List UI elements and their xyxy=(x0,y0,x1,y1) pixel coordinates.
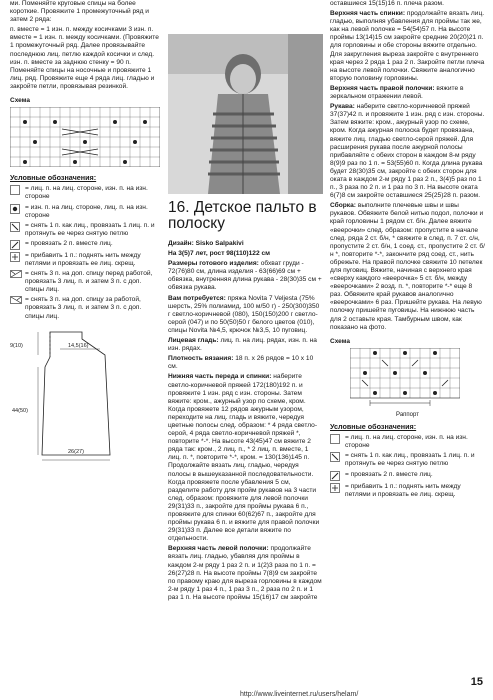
legend-item: = лиц. п. на лиц. стороне, изн. п. на изн. стороне xyxy=(330,434,485,450)
sleeve-instructions: наберите светло-коричневой пряжей 37(37)42 п. и провяжите 1 изн. ряд с изн. стороны. Затем вяжите: кром., ажурный узор по схеме, кром. Когда ажурная полоска будет провязана, вяжите лиц. гладью светло-серой пряжей. Для расширения рукава после ажурной полосы прибавляйте с обеих сторон в каждом 8-м ряду 8(9)9 раз по 1 п. = 53(55)60 п. Когда длина рукава будет 28(30)35 см, закройте с обеих сторон для оката в каждом 2-м ряду 1 раз 2 п., 3(4)5 раз по 1 п., 3 раза по 2 п. и 1 раз по 3 п. На высоте оката 6(7)8 см закройте оставшиеся 25(25)28 п. разом. xyxy=(330,103,485,200)
designer: Дизайн: Sisko Salpakivi xyxy=(168,240,244,247)
gauge: лиц. п. на лиц. рядах, изн. п. на изн. рядах. xyxy=(168,337,317,353)
cable-chart xyxy=(10,107,160,167)
size: На 3(5)7 лет, рост 98(110)122 см xyxy=(168,250,271,258)
density: 18 п. х 26 рядов = 10 х 10 см. xyxy=(168,355,314,371)
legend-item: = снять 1 п. как лиц., провязать 1 лиц. п. и протянуть ее через снятую петлю xyxy=(10,222,160,238)
back-label: Верхняя часть спинки: xyxy=(330,10,406,18)
legend-item: = снять 1 п. как лиц., провязать 1 лиц. п. и протянуть ее через снятую петлю xyxy=(330,452,485,468)
assembly-label: Сборка: xyxy=(330,202,356,210)
left-column xyxy=(10,0,160,465)
measures-label: Размеры готового изделия: xyxy=(168,260,259,268)
lace-chart xyxy=(350,348,460,408)
left-rows: п. вместе = 1 изн. п. между косичками 3 изн. п. вместе = 1 изн. п. между косичками. (Провяжите 1 промежуточный ряд. Далее провязывайте последнюю лиц. петлю каждой косички и след. изн. п. вместе за заднюю стенку = 90 п. Поменяйте спицы на носочные и провяжите 1 лиц. ряд. Провяжите еще 4 ряда лиц. гладью и закройте петли, провязывая резинкой. xyxy=(10,26,159,90)
right-front-label: Верхняя часть правой полочки: xyxy=(330,84,435,92)
right-front-instructions: вяжите в зеркальном отражении левой. xyxy=(330,84,464,101)
repeat-label: Раппорт xyxy=(396,411,419,418)
legend-item: = снять 3 п. на доп. спицу за работой, провязать 3 лиц. п. и затем 3 п. с доп. спицы лиц. xyxy=(10,296,160,320)
body-label: Нижняя часть переда и спинки: xyxy=(168,373,272,381)
body-instructions: наберите светло-коричневой пряжей 172(180)192 п. и провяжите 1 изн. ряд с изн. стороны. Затем вяжите: кром., ажурный узор по схеме, кром. Когда провяжете 12 рядов ажурным узором, переходите на лиц. гладь и вяжите, чередуя цветные полосы след. образом: * 4 ряда светло-серой, 4 ряда светло-коричневой пряжей *, повторите *-*. На высоте 43(45)47 см вяжите 2 ряда так: кром., 2 лиц. п., * 2 лиц. п. вместе, 1 лиц. п. *, повторите *-*, кром. = 130(136)145 п. Продолжайте вязать лиц. гладью, чередуя полосы в вышеуказанной последовательности. Когда провяжете после убавления 5 см, разделите работу для пройм рукавов на 3 части след. образом: провяжите для левой полочки 29(31)33 п., закройте для проймы рукава 6 п., провяжите для спинки 60(62)67 п., закройте для проймы рукава 6 п. и вяжите для правой полочки 29(31)33 п. Далее все детали вяжите по отдельности. xyxy=(168,373,320,543)
legend-item: = прибавить 1 п.: поднять нить между петлями и провязать ее лиц. скрещ. xyxy=(330,483,485,499)
pattern-bottom-label: 26(27) xyxy=(68,448,84,455)
legend-title-right: Условные обозначения: xyxy=(330,422,417,432)
legend-item: = лиц. п. на лиц. стороне, изн. п. на изн. стороне xyxy=(10,185,160,201)
child-coat-photo xyxy=(168,34,323,194)
sleeve-label: Рукава: xyxy=(330,103,355,111)
continuation: оставшиеся 15(15)16 п. плеча разом. xyxy=(330,0,444,7)
title-block xyxy=(168,200,323,232)
legend-item: = прибавить 1 п.: поднять нить между петлями и провязать ее лиц. скрещ. xyxy=(10,252,160,268)
right-column xyxy=(330,0,485,501)
pattern-length-label: 44(50) xyxy=(12,407,28,414)
left-intro: ми. Поменяйте круговые спицы на более короткие. Провяжите 1 промежуточный ряд и затем 2 ряда: xyxy=(10,0,149,24)
pattern-top-label: 9(10) xyxy=(10,342,23,349)
chart-label-left: Схема xyxy=(10,97,31,105)
legend-item: = изн. п. на лиц. стороне, лиц. п. на изн. стороне xyxy=(10,204,160,220)
page-title: 16. Детское пальто в полоску xyxy=(168,199,317,232)
density-label: Плотность вязания: xyxy=(168,355,234,363)
footer-url[interactable]: http://www.liveinternet.ru/users/helam/ xyxy=(240,691,359,698)
legend-item: = провязать 2 п. вместе лиц. xyxy=(330,471,485,481)
gauge-label: Лицевая гладь: xyxy=(168,337,219,345)
upper-left-label: Верхняя часть левой полочки: xyxy=(168,545,269,553)
materials: пряжа Novita 7 Veljesta (75% шерсть, 25% полиамид, 100 м/50 г) - 250(300)350 г светло-коричневой (080), 150(150)200 г светло-серой (047) и по 50(50)50 г белого цветов (010), спицы Novita №4,5, крючок №3,5, 10 пуговиц. xyxy=(168,294,320,334)
legend-item: = провязать 2 п. вместе лиц. xyxy=(10,240,160,250)
assembly-instructions: выполните плечевые швы и швы рукавов. Обвяжите белой нитью подол, полочки и край горловины 1 рядом ст. б/н. Далее вяжите «веерочки» след. образом: пропустите в начале след. ряда 2 ст. б/н, * свяжите в след. п. 7 ст. с/н, пропустите 2 ст. б/н, 1 соед. ст., пропустите 2 ст. б/н *, повторите *-*, закончите ряд соед. ст., нить обрежьте. На правой полочке свяжите 10 петелек для пуговиц. Вяжите, начиная с верхнего края «сверху каждого «веерочка» 5 ст. б/н, между «веерочками» 2 возд. п. *, повторите *-* еще 8 раз. Обвяжите край рукавов аналогично «веерочками» 6 раз. Пришейте рукава. На левую полочку пришейте пуговицы. На нижнюю часть для 2 оставьте края. Тамбурным швом, как показано на фото. xyxy=(330,202,485,331)
pattern-schematic xyxy=(10,327,160,462)
legend-item: = снять 3 п. на доп. спицу перед работой, провязать 3 лиц. п. и затем 3 п. с доп. спицы лиц. xyxy=(10,270,160,294)
upper-left-instructions: продолжайте вязать лиц. гладью, убавляя для проймы в каждом 2-м ряду 1 раз 2 п. и 1(2)3 раза по 1 п. = 26(27)28 п. На высоте проймы 7(8)9 см закройте по правому краю для выреза горловины в каждом 2-м ряду 1 раз 4 п., 1 раз 3 п., 2 раза по 2 п. и 1 раз 1 п. На высоте проймы 15(16)17 см закройте xyxy=(168,545,322,601)
pattern-side-label: 14,5(16) xyxy=(68,342,89,349)
measures: обхват груди - 72(76)80 см, длина изделия - 63(66)69 см + обвязка, внутренняя длина рукава - 28(30)35 см + обвязка рукава. xyxy=(168,260,322,292)
page-number: 15 xyxy=(470,676,483,688)
middle-column xyxy=(168,240,323,604)
chart-label-right: Схема xyxy=(330,337,351,345)
legend-title-left: Условные обозначения: xyxy=(10,173,97,183)
back-instructions: продолжайте вязать лиц. гладью, выполняя убавления для проймы так же, как на левой полочке = 54(54)57 п. На высоте проймы 13(14)15 см закройте средние 20(20)21 п. для горловины и обе стороны вяжите отдельно. Для закругления выреза закройте с внутреннего края через 2 ряда 1 раз 2 п. Закройте петли плеча на высоте левой полочки. Свяжите аналогично вторую половину горловины. xyxy=(330,10,485,82)
materials-label: Вам потребуется: xyxy=(168,294,226,302)
